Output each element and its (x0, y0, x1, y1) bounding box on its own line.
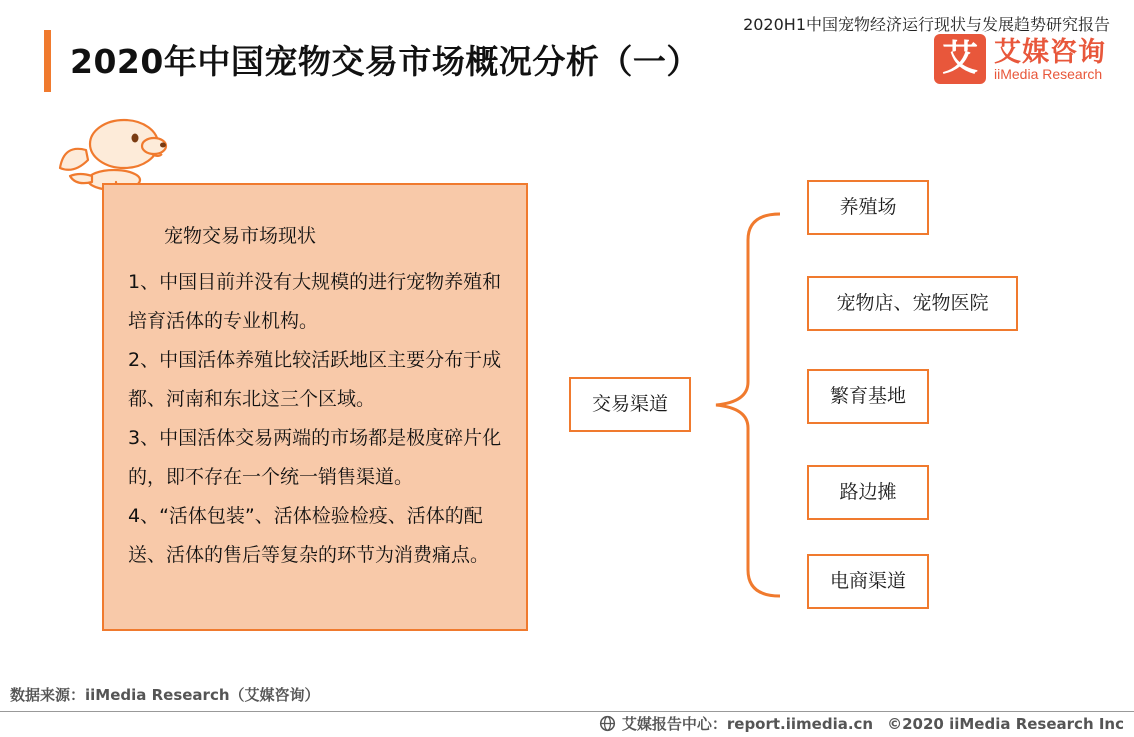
report-title: 2020H1中国宠物经济运行现状与发展趋势研究报告 (743, 15, 1110, 34)
logo-name-cn: 艾媒咨询 (994, 37, 1106, 68)
status-item: 4、“活体包装”、活体检验检疫、活体的配送、活体的售后等复杂的环节为消费痛点。 (128, 505, 490, 566)
channel-branch: 养殖场 (807, 180, 929, 235)
channel-branch: 路边摊 (807, 465, 929, 520)
status-item: 3、中国活体交易两端的市场都是极度碎片化的，即不存在一个统一销售渠道。 (128, 427, 502, 488)
page-title: 2020年中国宠物交易市场概况分析（一） (70, 42, 700, 81)
market-status-box (102, 183, 528, 631)
status-item: 1、中国目前并没有大规模的进行宠物养殖和培育活体的专业机构。 (128, 271, 502, 332)
report-center-link[interactable]: 艾媒报告中心：report.iimedia.cn (621, 715, 874, 733)
footer-divider (0, 711, 1134, 712)
status-item: 2、中国活体养殖比较活跃地区主要分布于成都、河南和东北这三个区域。 (128, 349, 502, 410)
data-source: 数据来源：iiMedia Research（艾媒咨询） (10, 686, 320, 704)
channel-branch: 繁育基地 (807, 369, 929, 424)
trade-channel-node: 交易渠道 (569, 377, 691, 432)
channel-brace (712, 212, 792, 598)
globe-icon (599, 715, 616, 732)
logo-mark: 艾 (934, 34, 986, 84)
logo-name-en: iiMedia Research (994, 66, 1103, 82)
footer (599, 713, 1124, 734)
status-list (128, 263, 514, 575)
channel-branch: 电商渠道 (807, 554, 929, 609)
copyright: ©2020 iiMedia Research Inc (887, 714, 1124, 733)
title-accent-bar (44, 30, 51, 92)
channel-branch: 宠物店、宠物医院 (807, 276, 1018, 331)
status-heading: 宠物交易市场现状 (164, 225, 317, 247)
brand-logo (934, 34, 1124, 86)
